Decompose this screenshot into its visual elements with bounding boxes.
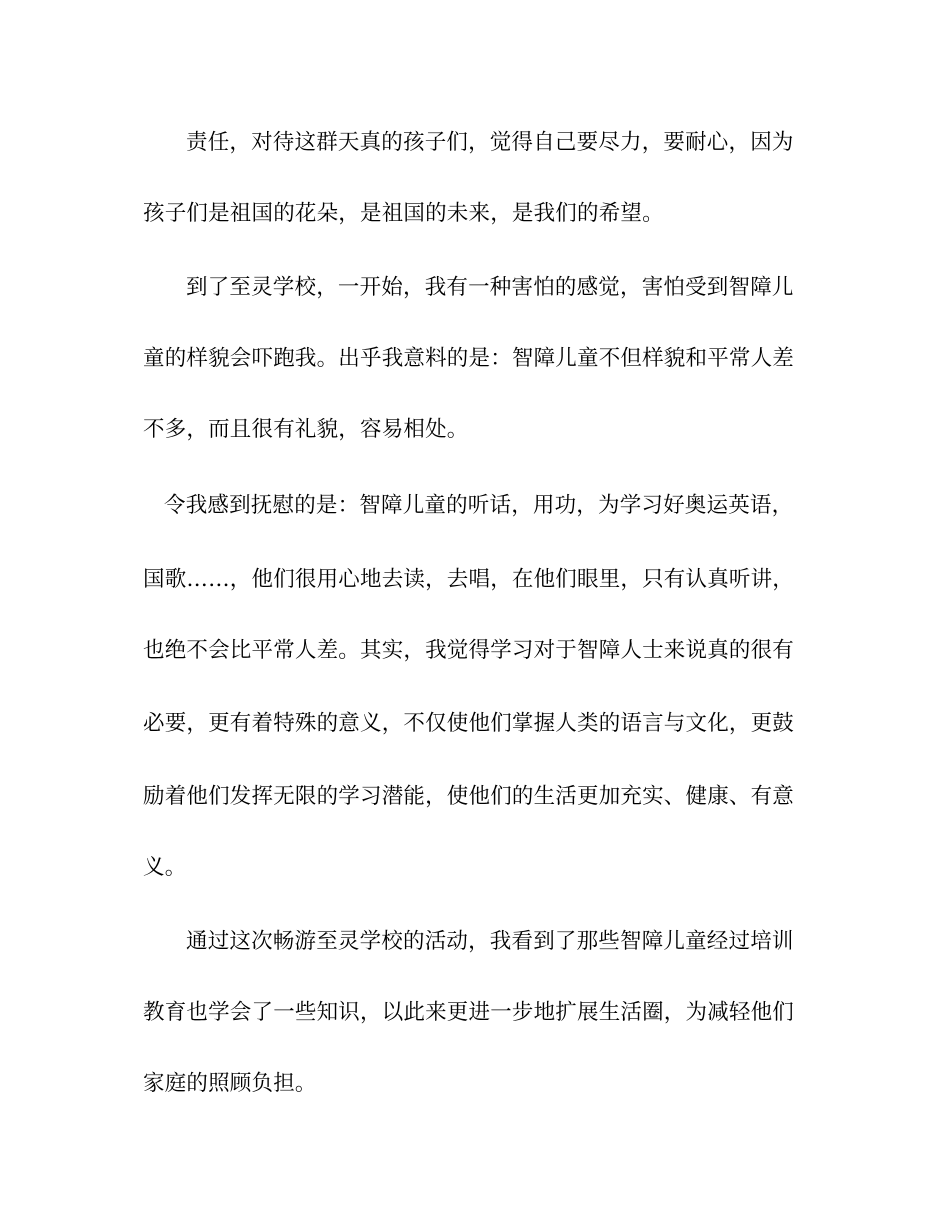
paragraph-1-line-1: 责任，对待这群天真的孩子们，觉得自己要尽力，要耐心，因为 xyxy=(186,130,794,155)
paragraph-3-line-1: 令我感到抚慰的是：智障儿童的听话，用功，为学习好奥运英语， xyxy=(164,493,794,518)
paragraph-3-line-2: 国歌……，他们很用心地去读，去唱，在他们眼里，只有认真听讲， xyxy=(143,567,795,592)
paragraph-2-line-2: 童的样貌会吓跑我。出乎我意料的是：智障儿童不但样貌和平常人差 xyxy=(143,346,795,371)
paragraph-3-line-5: 励着他们发挥无限的学习潜能，使他们的生活更加充实、健康、有意 xyxy=(143,784,795,809)
paragraph-3-line-4: 必要，更有着特殊的意义，不仅使他们掌握人类的语言与文化，更鼓 xyxy=(143,711,795,736)
paragraph-2-line-3: 不多，而且很有礼貌，容易相处。 xyxy=(143,417,469,442)
paragraph-1-line-2: 孩子们是祖国的花朵，是祖国的未来，是我们的希望。 xyxy=(143,201,664,226)
paragraph-4-line-3: 家庭的照顾负担。 xyxy=(143,1071,317,1096)
paragraph-4-line-2: 教育也学会了一些知识，以此来更进一步地扩展生活圈，为减轻他们 xyxy=(143,1000,795,1025)
paragraph-2-line-1: 到了至灵学校，一开始，我有一种害怕的感觉，害怕受到智障儿 xyxy=(186,275,794,300)
paragraph-4-line-1: 通过这次畅游至灵学校的活动，我看到了那些智障儿童经过培训 xyxy=(186,929,794,954)
paragraph-3-line-6: 义。 xyxy=(143,855,187,880)
paragraph-3-line-3: 也绝不会比平常人差。其实，我觉得学习对于智障人士来说真的很有 xyxy=(143,638,795,663)
